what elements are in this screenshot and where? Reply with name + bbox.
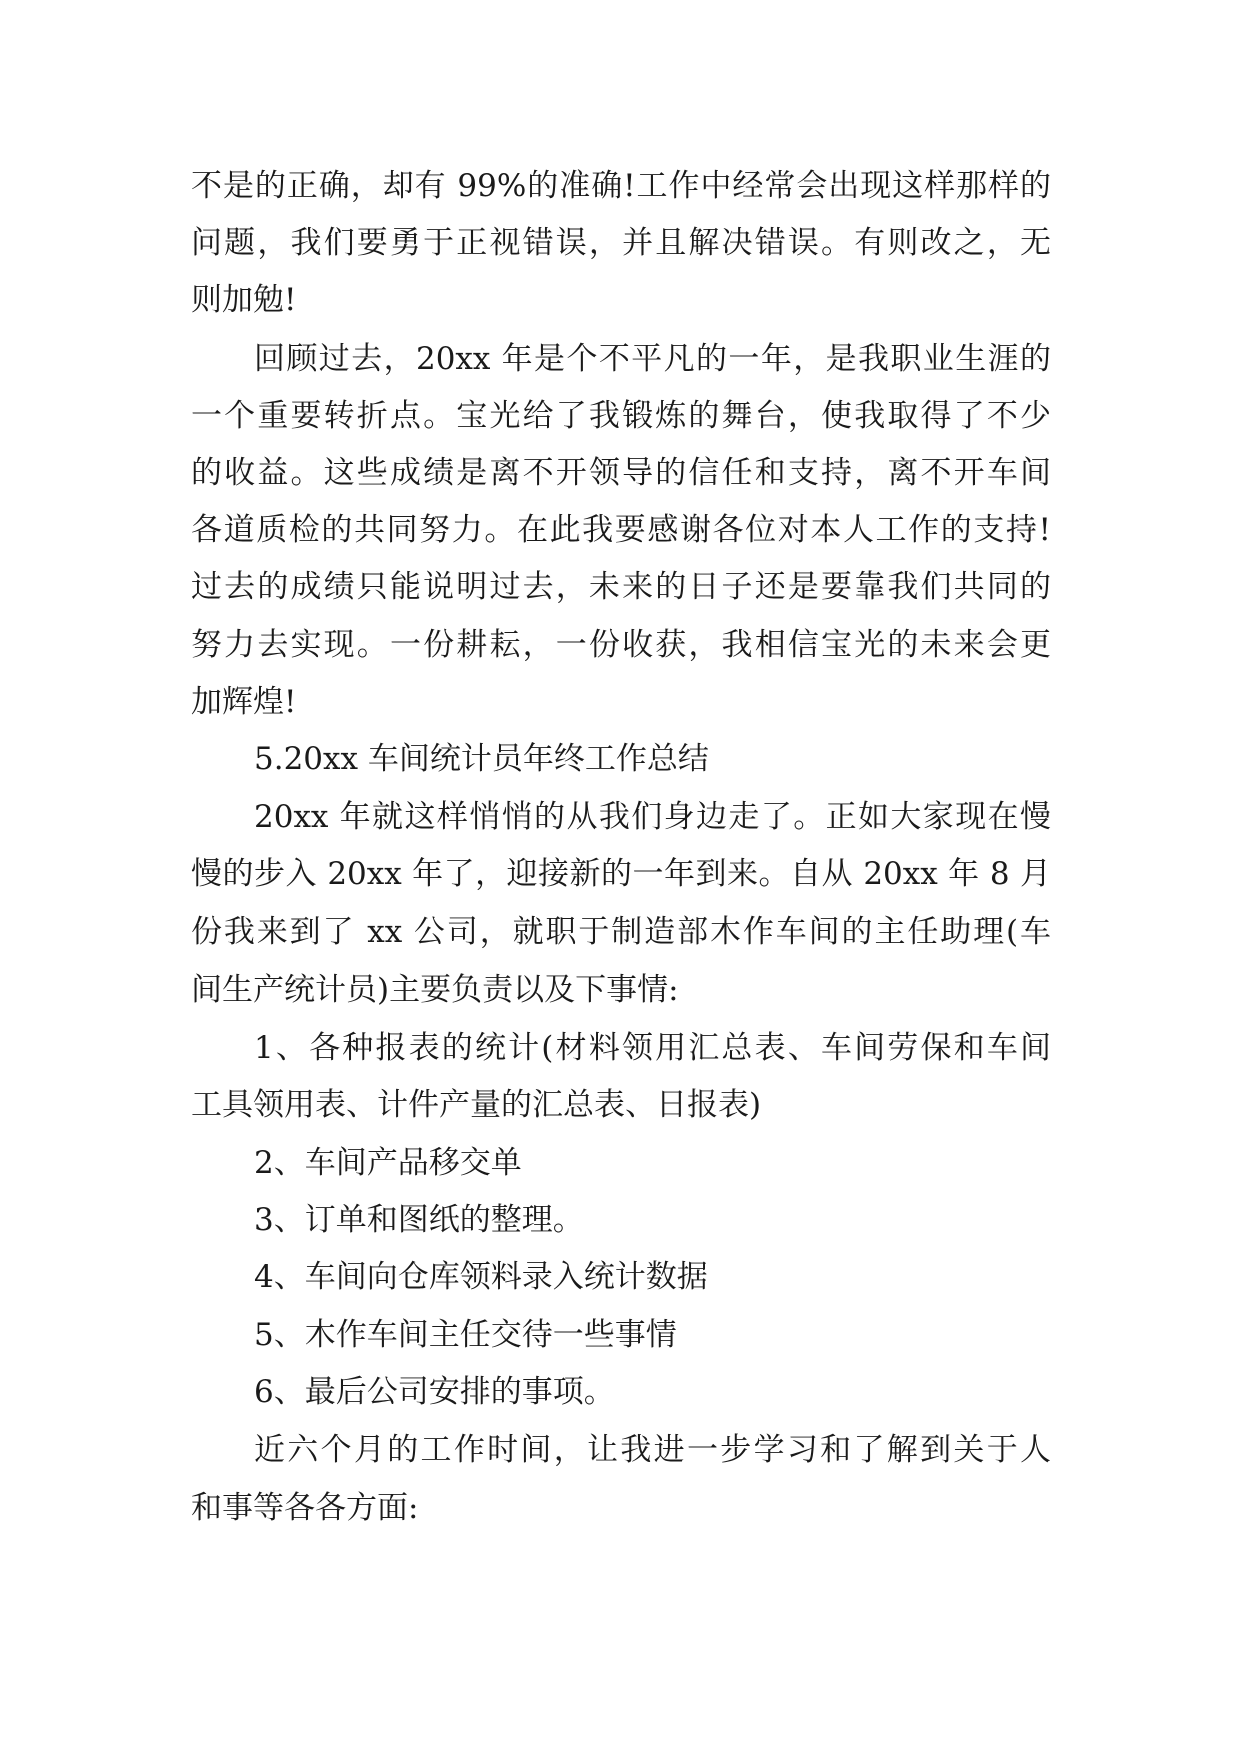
text-line: 一个重要转折点。宝光给了我锻炼的舞台，使我取得了不少 — [191, 398, 1051, 434]
text-line: 20xx 年就这样悄悄的从我们身边走了。正如大家现在慢 — [254, 799, 1051, 835]
text-line: 慢的步入 20xx 年了，迎接新的一年到来。自从 20xx 年 8 月 — [191, 856, 1051, 892]
text-line: 不是的正确，却有 99%的准确!工作中经常会出现这样那样的 — [191, 168, 1051, 204]
list-item: 2、车间产品移交单 — [254, 1145, 522, 1181]
list-item: 5、木作车间主任交待一些事情 — [254, 1317, 677, 1353]
section-heading: 5.20xx 车间统计员年终工作总结 — [254, 741, 709, 777]
list-item: 3、订单和图纸的整理。 — [254, 1202, 584, 1238]
text-line: 的收益。这些成绩是离不开领导的信任和支持，离不开车间 — [191, 455, 1051, 491]
text-line: 加辉煌! — [191, 684, 297, 720]
text-line: 各道质检的共同努力。在此我要感谢各位对本人工作的支持! — [191, 512, 1051, 548]
text-line: 过去的成绩只能说明过去，未来的日子还是要靠我们共同的 — [191, 569, 1051, 605]
text-line: 则加勉! — [191, 282, 297, 318]
list-item: 1、各种报表的统计(材料领用汇总表、车间劳保和车间 — [254, 1030, 1051, 1066]
text-line: 间生产统计员)主要负责以及下事情: — [191, 972, 679, 1008]
text-line: 回顾过去，20xx 年是个不平凡的一年，是我职业生涯的 — [254, 341, 1051, 377]
text-line: 工具领用表、计件产量的汇总表、日报表) — [191, 1087, 762, 1123]
text-line: 份我来到了 xx 公司，就职于制造部木作车间的主任助理(车 — [191, 914, 1051, 950]
text-line: 近六个月的工作时间，让我进一步学习和了解到关于人 — [254, 1432, 1051, 1468]
text-line: 努力去实现。一份耕耘，一份收获，我相信宝光的未来会更 — [191, 627, 1051, 663]
text-line: 问题，我们要勇于正视错误，并且解决错误。有则改之，无 — [191, 225, 1051, 261]
list-item: 6、最后公司安排的事项。 — [254, 1374, 615, 1410]
list-item: 4、车间向仓库领料录入统计数据 — [254, 1259, 708, 1295]
text-line: 和事等各各方面: — [191, 1490, 419, 1526]
